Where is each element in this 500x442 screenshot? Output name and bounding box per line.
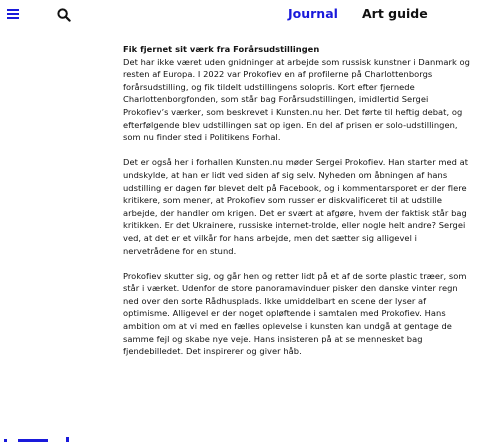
article-paragraph: Prokofiev skutter sig, og går hen og retter lidt på et af de sorte plastic træer, som står i værket. Udenfor de store panoramavinduer pisker den danske vinter regn ned over den sorte Rådhusplads. Ikke umiddelbart en scene der lyser af optimisme. Alligevel er der noget opløftende i samtalen med Prokofiev. Hans ambition om at vi med en fælles oplevelse i kunsten kan undgå at gentage de samme fejl og skabe nye veje. Hans insisteren på at se mennesket bag fjendebilledet. Det inspirerer og giver håb. — [123, 270, 467, 357]
article-paragraph: Det er også her i forhallen Kunsten.nu møder Sergei Prokofiev. Han starter med at undskylde, at han er lidt ved siden af sig selv. Nyheden om åbningen af hans udstilling er dagen før blevet delt på Facebook, og i kommentarsporet er der flere kritikere, som mener, at Prokofiev som russer er diskvalificeret til at udstille arbejde, der handler om krigen. Det er svært at afgøre, hvem der faktisk står bag kritikken. Er det Ukrainere, russiske internet-trolde, eller nogle helt andre? Sergei ved, at det er et vilkår for hans arbejde, men det sætter sig alligevel i nervetrådene for en stund. — [123, 157, 469, 256]
article-paragraph: Det har ikke været uden gnidninger at arbejde som russisk kunstner i Danmark og resten af Europa. I 2022 var Prokofiev en af profilerne på Charlottenborgs forårsudstilling, og fik tildelt udstillingens solopris. Kort efter fjernede Charlottenborgfonden, som står bag Forårsudstillingen, imidlertid Sergei Prokofiev’s værker, som beskrevet i Kunsten.nu her. Det førte til heftig debat, og efterfølgende blev udstillingen sat op igen. En del af prisen er solo-udstillingen, som nu finder sted i Politikens Forhal. — [123, 56, 470, 143]
footer-logo-partial — [4, 436, 84, 442]
nav-art-guide-link[interactable]: Art guide — [362, 6, 428, 21]
article-body — [123, 43, 475, 370]
site-header — [0, 0, 500, 30]
main-nav — [0, 6, 500, 26]
nav-journal-link[interactable]: Journal — [288, 6, 338, 21]
article-subheading: Fik fjernet sit værk fra Forårsudstillingen — [123, 44, 320, 54]
